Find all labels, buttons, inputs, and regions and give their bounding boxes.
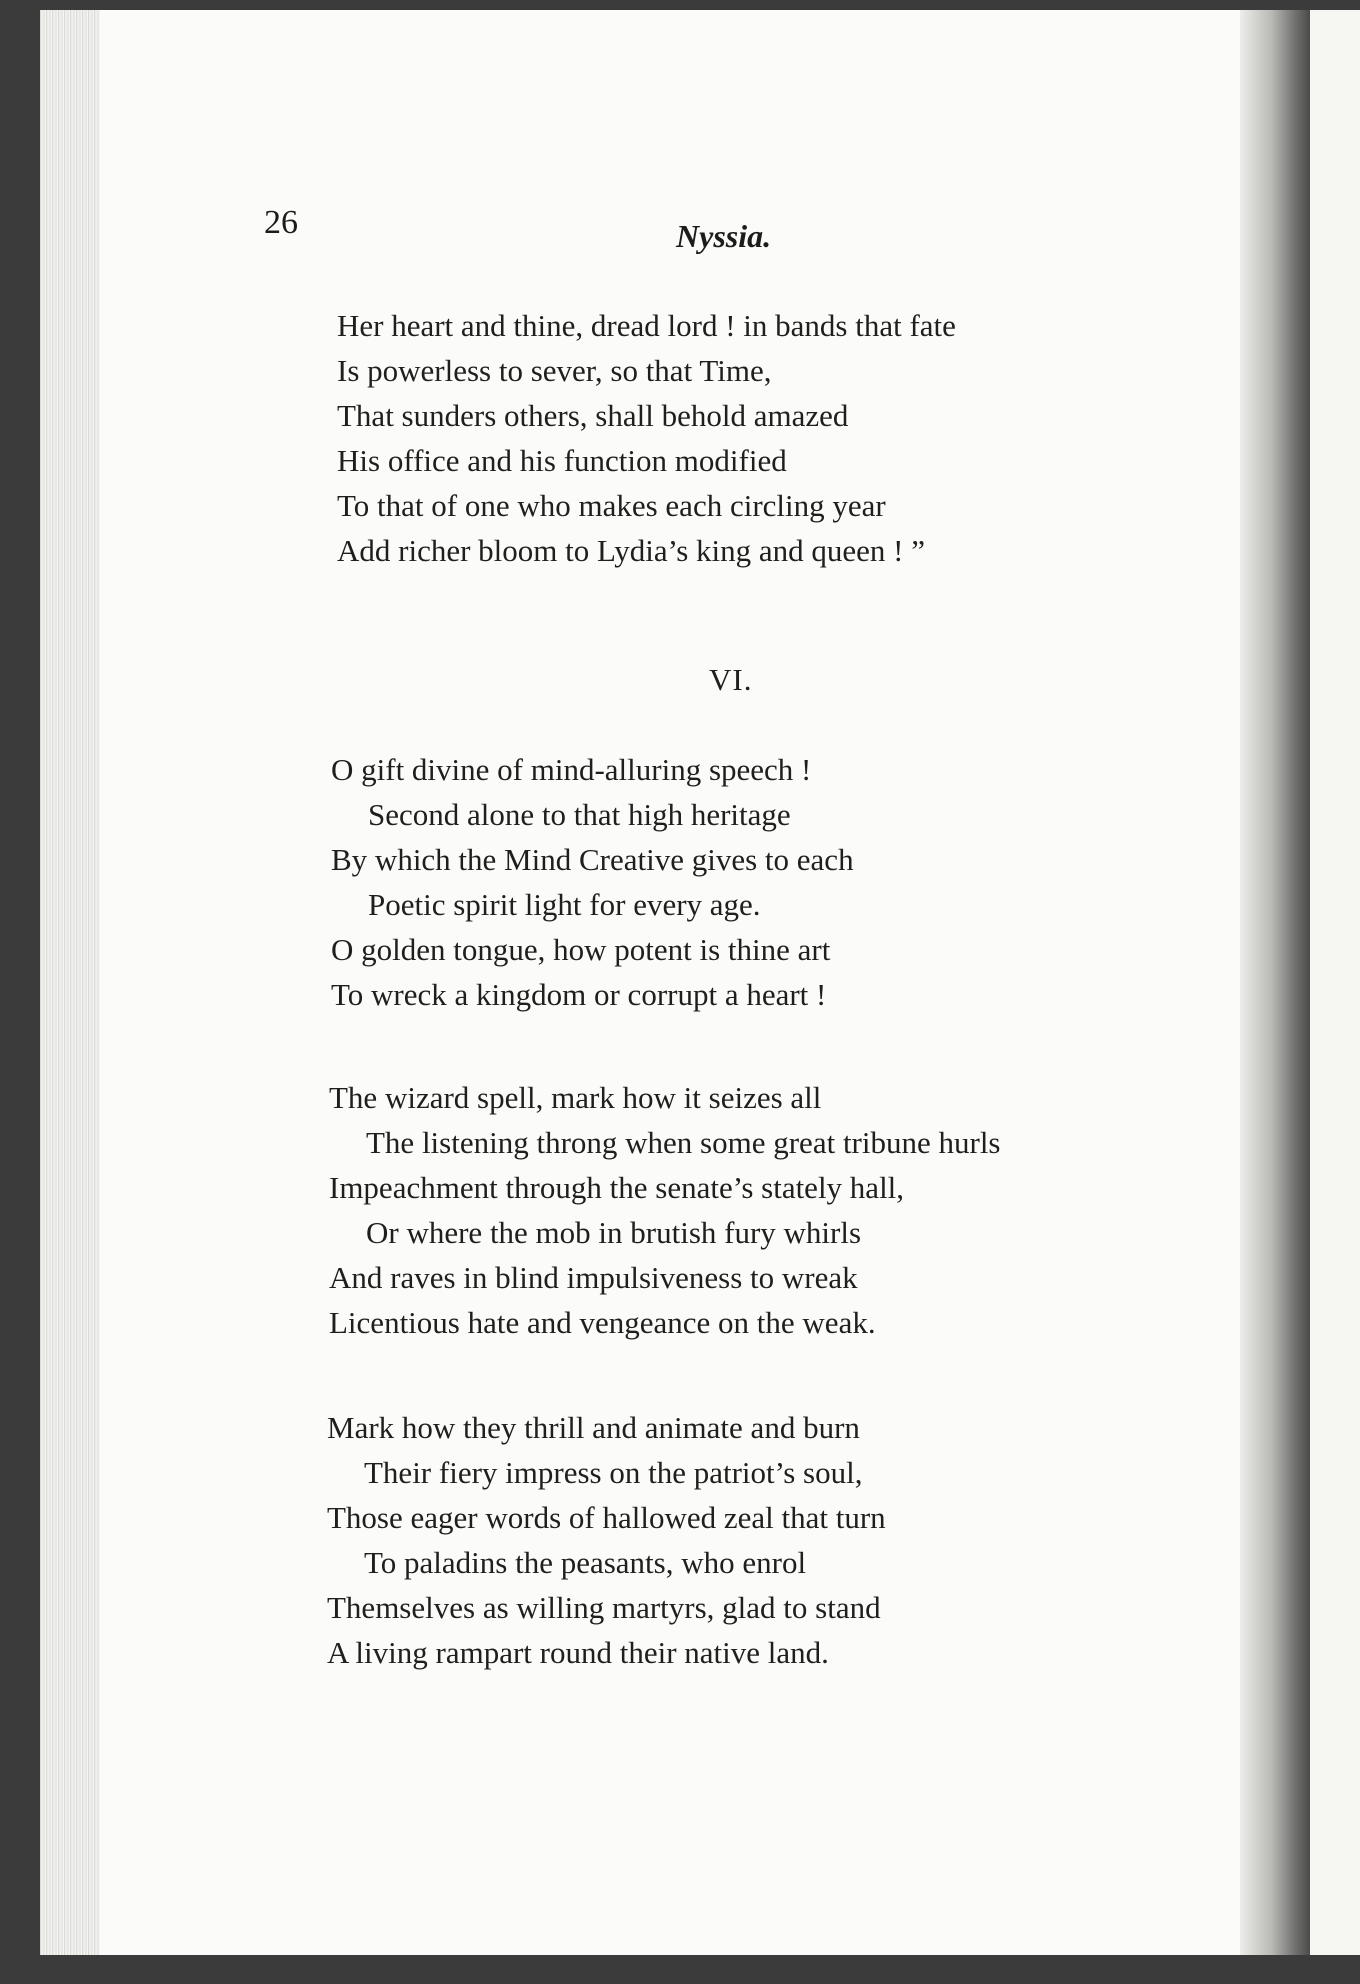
poem-line: Is powerless to sever, so that Time, xyxy=(337,353,772,388)
poem-line: Their fiery impress on the patriot’s soul, xyxy=(364,1455,863,1490)
poem-line: That sunders others, shall behold amazed xyxy=(337,398,849,433)
scanner-border xyxy=(40,1955,1360,1984)
poem-line: Second alone to that high heritage xyxy=(368,797,791,832)
facing-page-edge xyxy=(1310,10,1360,1960)
poem-line: Her heart and thine, dread lord ! in bands that fate xyxy=(337,308,956,343)
poem-line: To wreck a kingdom or corrupt a heart ! xyxy=(331,977,827,1012)
section-heading: VI. xyxy=(709,662,753,697)
poem-line: A living rampart round their native land. xyxy=(327,1635,829,1670)
poem-line: O gift divine of mind-alluring speech ! xyxy=(331,752,812,787)
poem-line: Poetic spirit light for every age. xyxy=(368,887,761,922)
poem-line: Licentious hate and vengeance on the weak. xyxy=(329,1305,876,1340)
poem-line: Impeachment through the senate’s stately hall, xyxy=(329,1170,905,1205)
running-title: Nyssia. xyxy=(676,218,772,254)
poem-line: Add richer bloom to Lydia’s king and queen ! ” xyxy=(337,533,926,568)
poem-line: To that of one who makes each circling year xyxy=(337,488,886,523)
binding-gutter xyxy=(1240,10,1310,1960)
poem-line: The listening throng when some great tribune hurls xyxy=(366,1125,1001,1160)
poem-line: Or where the mob in brutish fury whirls xyxy=(366,1215,862,1250)
page-edges xyxy=(40,10,100,1960)
poem-line: Themselves as willing martyrs, glad to stand xyxy=(327,1590,881,1625)
poem-line: Those eager words of hallowed zeal that turn xyxy=(327,1500,886,1535)
poem-line: Mark how they thrill and animate and burn xyxy=(327,1410,860,1445)
poem-line: The wizard spell, mark how it seizes all xyxy=(329,1080,822,1115)
page-number: 26 xyxy=(264,204,298,241)
poem-line: By which the Mind Creative gives to each xyxy=(331,842,854,877)
poem-line: His office and his function modified xyxy=(337,443,787,478)
poem-line: O golden tongue, how potent is thine art xyxy=(331,932,831,967)
poem-line: And raves in blind impulsiveness to wreak xyxy=(329,1260,858,1295)
poem-line: To paladins the peasants, who enrol xyxy=(364,1545,807,1580)
